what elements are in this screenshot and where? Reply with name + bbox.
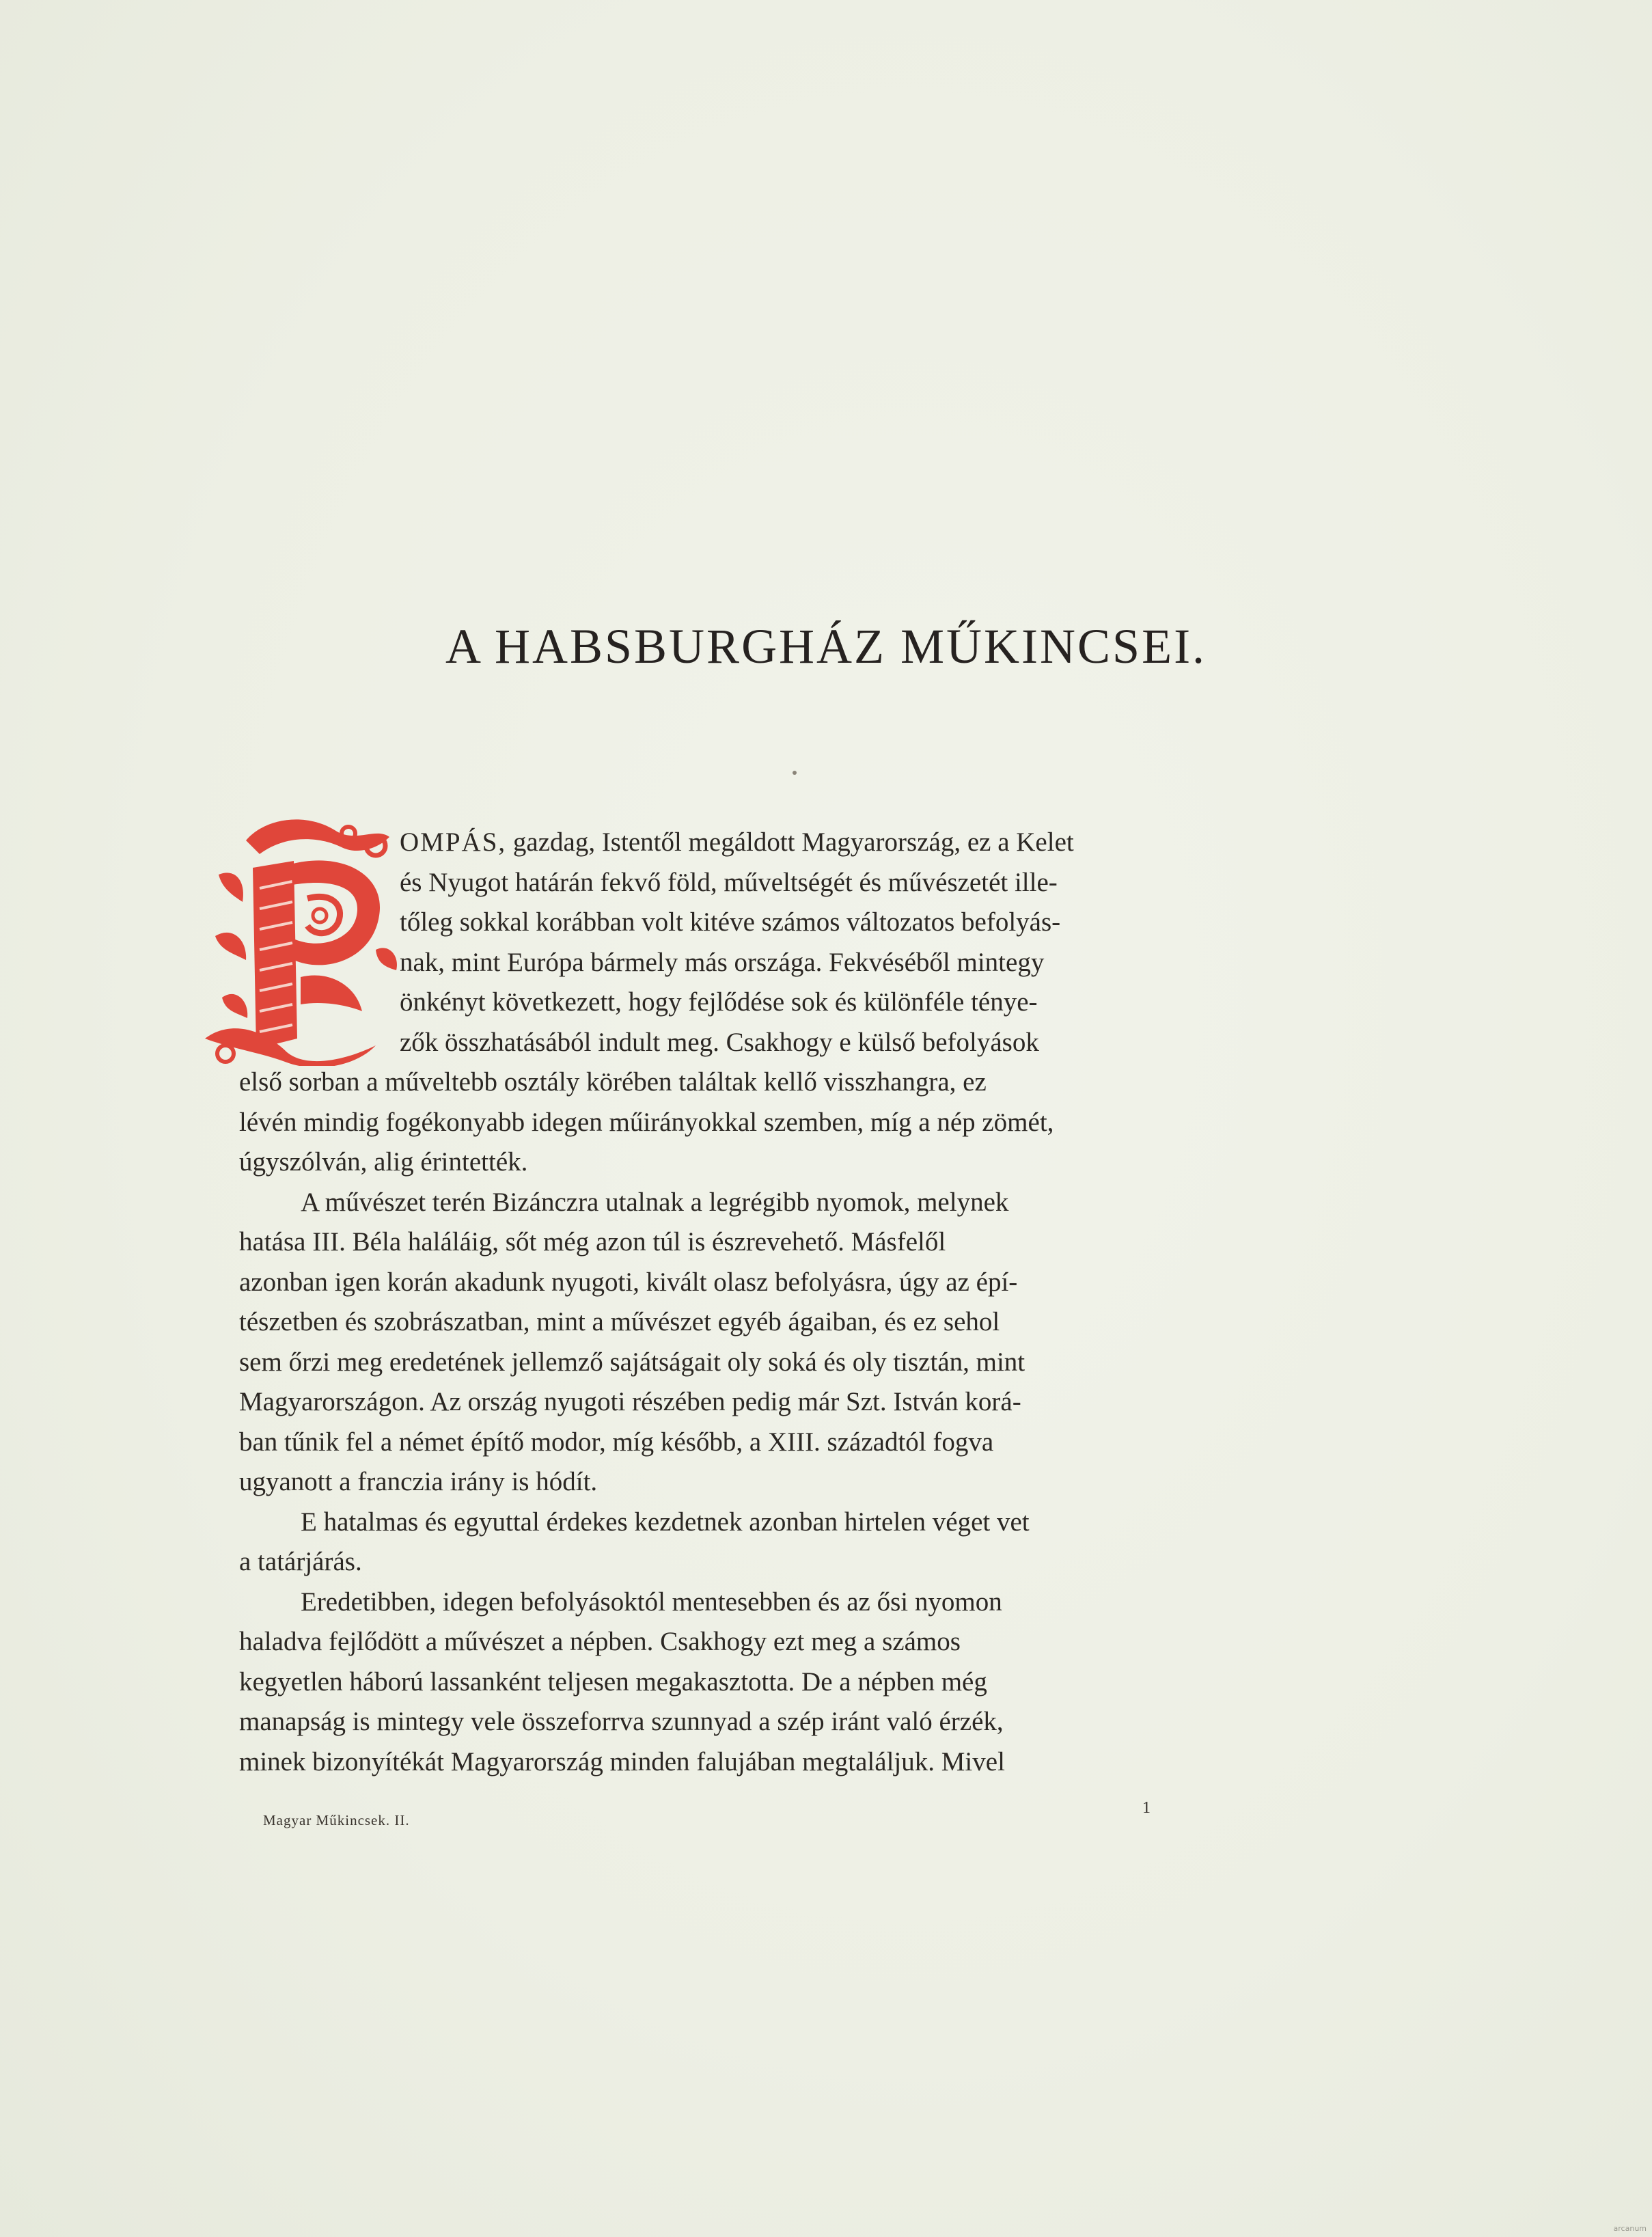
text-line: és Nyugot határán fekvő föld, műveltségét és művészetét ille- [400, 867, 1058, 897]
text-line: sem őrzi meg eredetének jellemző sajátságait oly soká és oly tisztán, mint [239, 1347, 1025, 1377]
body-text [239, 1062, 1209, 1782]
text-line: minek bizonyítékát Magyarország minden falujában megtaláljuk. Mivel [239, 1746, 1005, 1776]
text-line: haladva fejlődött a művészet a népben. Csakhogy ezt meg a számos [239, 1627, 961, 1656]
text-line: kegyetlen háború lassanként teljesen megakasztotta. De a népben még [239, 1666, 987, 1697]
text-line [400, 823, 1209, 863]
page-number: 1 [1142, 1799, 1151, 1817]
text-line: hatása III. Béla haláláig, sőt még azon túl is észrevehető. Másfelől [239, 1227, 946, 1257]
line-rest: gazdag, Istentől megáldott Magyarország, ez a Kelet [506, 827, 1074, 857]
text-line: ugyanott a franczia irány is hódít. [239, 1467, 598, 1496]
text-line: azonban igen korán akadunk nyugoti, kivált olasz befolyásra, úgy az épí- [239, 1267, 1018, 1297]
text-line: Magyarországon. Az ország nyugoti részében pedig már Szt. István korá- [239, 1387, 1021, 1416]
text-line: a tatárjárás. [239, 1547, 362, 1576]
text-line: önkényt következett, hogy fejlődése sok és különféle ténye- [400, 987, 1038, 1017]
text-line: nak, mint Európa bármely más országa. Fekvéséből mintegy [400, 947, 1045, 977]
page-title: A HABSBURGHÁZ MŰKINCSEI. [445, 619, 1207, 674]
text-line: E hatalmas és egyuttal érdekes kezdetnek azonban hirtelen véget vet [301, 1507, 1030, 1537]
text-line: Eredetibben, idegen befolyásoktól mentesebben és az ősi nyomon [301, 1587, 1002, 1617]
text-line: ban tűnik fel a német építő modor, míg később, a XIII. századtól fogva [239, 1427, 994, 1457]
text-line: zők összhatásából indult meg. Csakhogy e külső befolyások [400, 1027, 1039, 1057]
lead-word: OMPÁS, [400, 827, 507, 857]
indented-text-block [400, 823, 1209, 1062]
text-line: lévén mindig fogékonyabb idegen műirányokkal szemben, míg a nép zömét, [239, 1107, 1054, 1137]
text-line: A művészet terén Bizánczra utalnak a legrégibb nyomok, melynek [301, 1187, 1009, 1217]
ornamental-initial-icon [205, 813, 403, 1066]
text-line: úgyszólván, alig érintették. [239, 1147, 528, 1177]
text-line: manapság is mintegy vele összeforrva szunnyad a szép iránt való érzék, [239, 1707, 1004, 1736]
signature-mark: Magyar Műkincsek. II. [263, 1812, 410, 1828]
text-line: tőleg sokkal korábban volt kitéve számos változatos befolyás- [400, 907, 1061, 937]
watermark: arcanum [1613, 2224, 1647, 2233]
text-line: első sorban a műveltebb osztály körében találtak kellő visszhangra, ez [239, 1067, 987, 1097]
ink-speck [793, 771, 797, 775]
text-line: tészetben és szobrászatban, mint a művészet egyéb ágaiban, és ez sehol [239, 1307, 1000, 1336]
